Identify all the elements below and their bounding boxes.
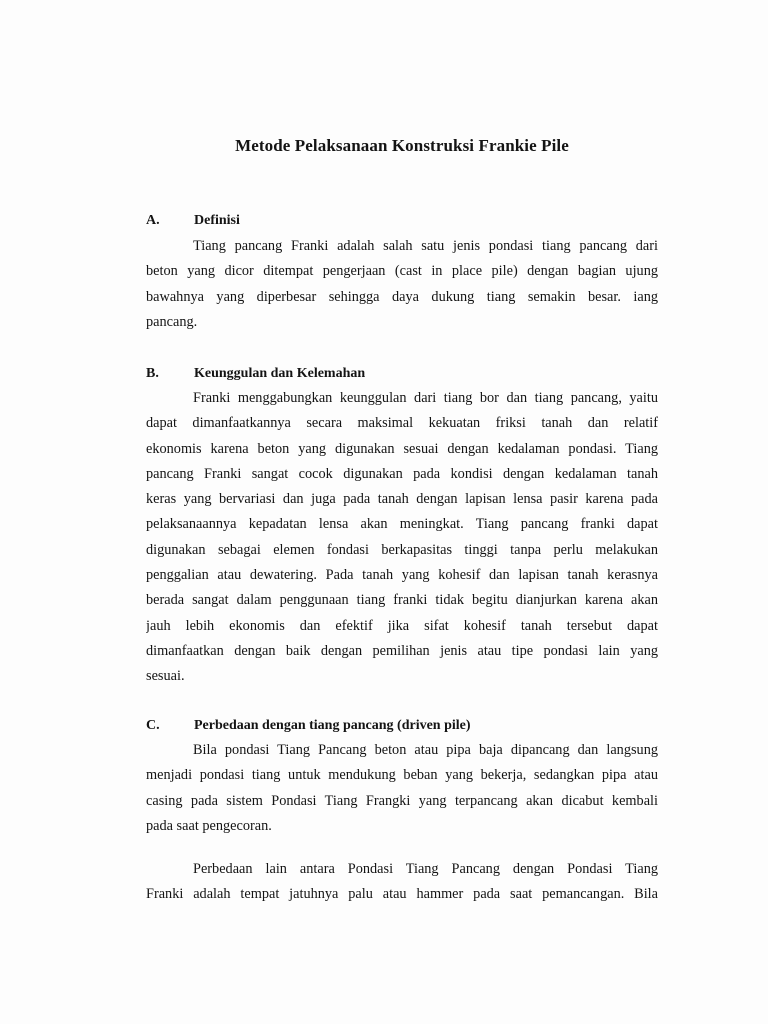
text-line: Perbedaan lain antara Pondasi Tiang Pancang dengan Pondasi Tiang — [193, 861, 658, 877]
text-line: casing pada sistem Pondasi Tiang Frangki yang terpancang akan dicabut kembali — [146, 792, 658, 809]
text-line: ekonomis karena beton yang digunakan sesuai dengan kedalaman pondasi. Tiang — [146, 440, 658, 457]
section-title: Definisi — [194, 213, 240, 228]
text-line: Franki menggabungkan keunggulan dari tiang bor dan tiang pancang, yaitu — [193, 390, 658, 406]
text-line: keras yang bervariasi dan juga pada tanah dengan lapisan lensa pasir karena pada — [146, 491, 658, 508]
text-line: beton yang dicor ditempat pengerjaan (cast in place pile) dengan bagian ujung — [146, 263, 658, 280]
text-line: Tiang pancang Franki adalah salah satu jenis pondasi tiang pancang dari — [193, 238, 658, 254]
section-letter: B. — [146, 366, 159, 381]
section-c-paragraph-2 — [146, 857, 658, 908]
document-title: Metode Pelaksanaan Konstruksi Frankie Pile — [235, 136, 569, 155]
text-line: menjadi pondasi tiang untuk mendukung beban yang bekerja, sedangkan pipa atau — [146, 767, 658, 784]
text-line: dimanfaatkan dengan baik dengan pemilihan jenis atau tipe pondasi lain yang — [146, 642, 658, 659]
section-letter: A. — [146, 213, 160, 228]
text-line: jauh lebih ekonomis dan efektif jika sifat kohesif tanah tersebut dapat — [146, 617, 658, 634]
section-letter: C. — [146, 718, 160, 733]
section-a-heading — [146, 213, 240, 229]
text-line: Bila pondasi Tiang Pancang beton atau pipa baja dipancang dan langsung — [193, 742, 658, 758]
text-line: pelaksanaannya kepadatan lensa akan meningkat. Tiang pancang franki dapat — [146, 516, 658, 533]
text-line: pancang. — [146, 313, 198, 330]
text-line: dapat dimanfaatkannya secara maksimal kekuatan friksi tanah dan relatif — [146, 415, 658, 432]
text-line: digunakan sebagai elemen fondasi berkapasitas tinggi tanpa perlu melakukan — [146, 541, 658, 558]
section-a-paragraph-1 — [146, 234, 658, 335]
section-b-heading — [146, 366, 365, 382]
text-line: pada saat pengecoran. — [146, 817, 272, 834]
section-b-paragraph-1 — [146, 386, 658, 690]
text-line: berada sangat dalam penggunaan tiang franki tidak begitu dianjurkan karena akan — [146, 592, 658, 609]
section-title: Perbedaan dengan tiang pancang (driven pile) — [194, 718, 471, 733]
text-line: Franki adalah tempat jatuhnya palu atau hammer pada saat pemancangan. Bila — [146, 886, 658, 903]
text-line: pancang Franki sangat cocok digunakan pada kondisi dengan kedalaman tanah — [146, 465, 658, 482]
section-c-paragraph-1 — [146, 738, 658, 839]
section-c-heading — [146, 718, 471, 734]
text-line: penggalian atau dewatering. Pada tanah yang kohesif dan lapisan tanah kerasnya — [146, 567, 658, 584]
section-title: Keunggulan dan Kelemahan — [194, 366, 366, 381]
text-line: sesuai. — [146, 668, 185, 685]
text-line: bawahnya yang diperbesar sehingga daya dukung tiang semakin besar. iang — [146, 288, 658, 305]
